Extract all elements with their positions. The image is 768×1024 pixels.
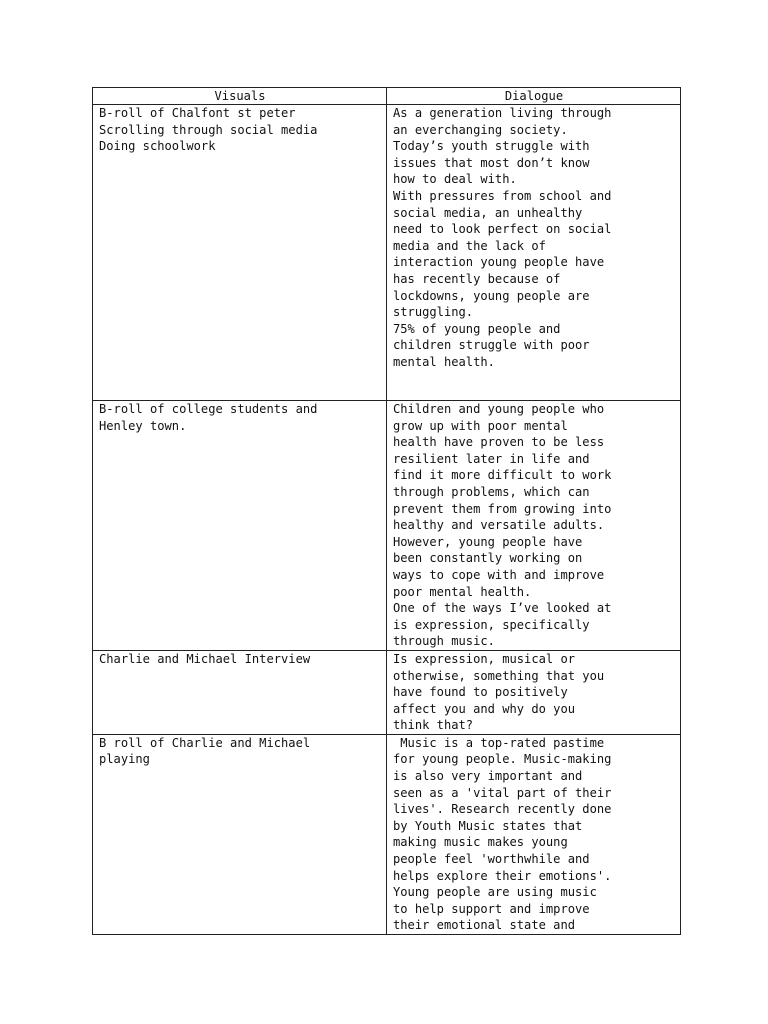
table-row [93, 105, 681, 401]
script-table [92, 87, 681, 935]
visuals-cell: B roll of Charlie and Michael playing [93, 734, 387, 934]
visuals-cell: B-roll of Chalfont st peter Scrolling through social media Doing schoolwork [93, 105, 387, 401]
table-header-row [93, 88, 681, 105]
table-row [93, 401, 681, 651]
dialogue-cell: Music is a top-rated pastime for young people. Music-making is also very important and seen as a 'vital part of their lives'. Research recently done by Youth Music states that making music makes young people feel 'worthwhile and helps explore their emotions'. Young people are using music to help support and improve their emotional state and [387, 734, 681, 934]
dialogue-cell: As a generation living through an everchanging society. Today’s youth struggle with issues that most don’t know how to deal with. With pressures from school and social media, an unhealthy need to look perfect on social media and the lack of interaction young people have has recently because of lockdowns, young people are struggling. 75% of young people and children struggle with poor mental health. [387, 105, 681, 401]
table-row [93, 650, 681, 734]
visuals-cell: Charlie and Michael Interview [93, 650, 387, 734]
dialogue-cell: Children and young people who grow up with poor mental health have proven to be less resilient later in life and find it more difficult to work through problems, which can prevent them from growing into healthy and versatile adults. However, young people have been constantly working on ways to cope with and improve poor mental health. One of the ways I’ve looked at is expression, specifically through music. [387, 401, 681, 651]
visuals-cell: B-roll of college students and Henley town. [93, 401, 387, 651]
table-row [93, 734, 681, 934]
dialogue-cell: Is expression, musical or otherwise, something that you have found to positively affect you and why do you think that? [387, 650, 681, 734]
dialogue-column-header: Dialogue [387, 88, 681, 105]
visuals-column-header: Visuals [93, 88, 387, 105]
